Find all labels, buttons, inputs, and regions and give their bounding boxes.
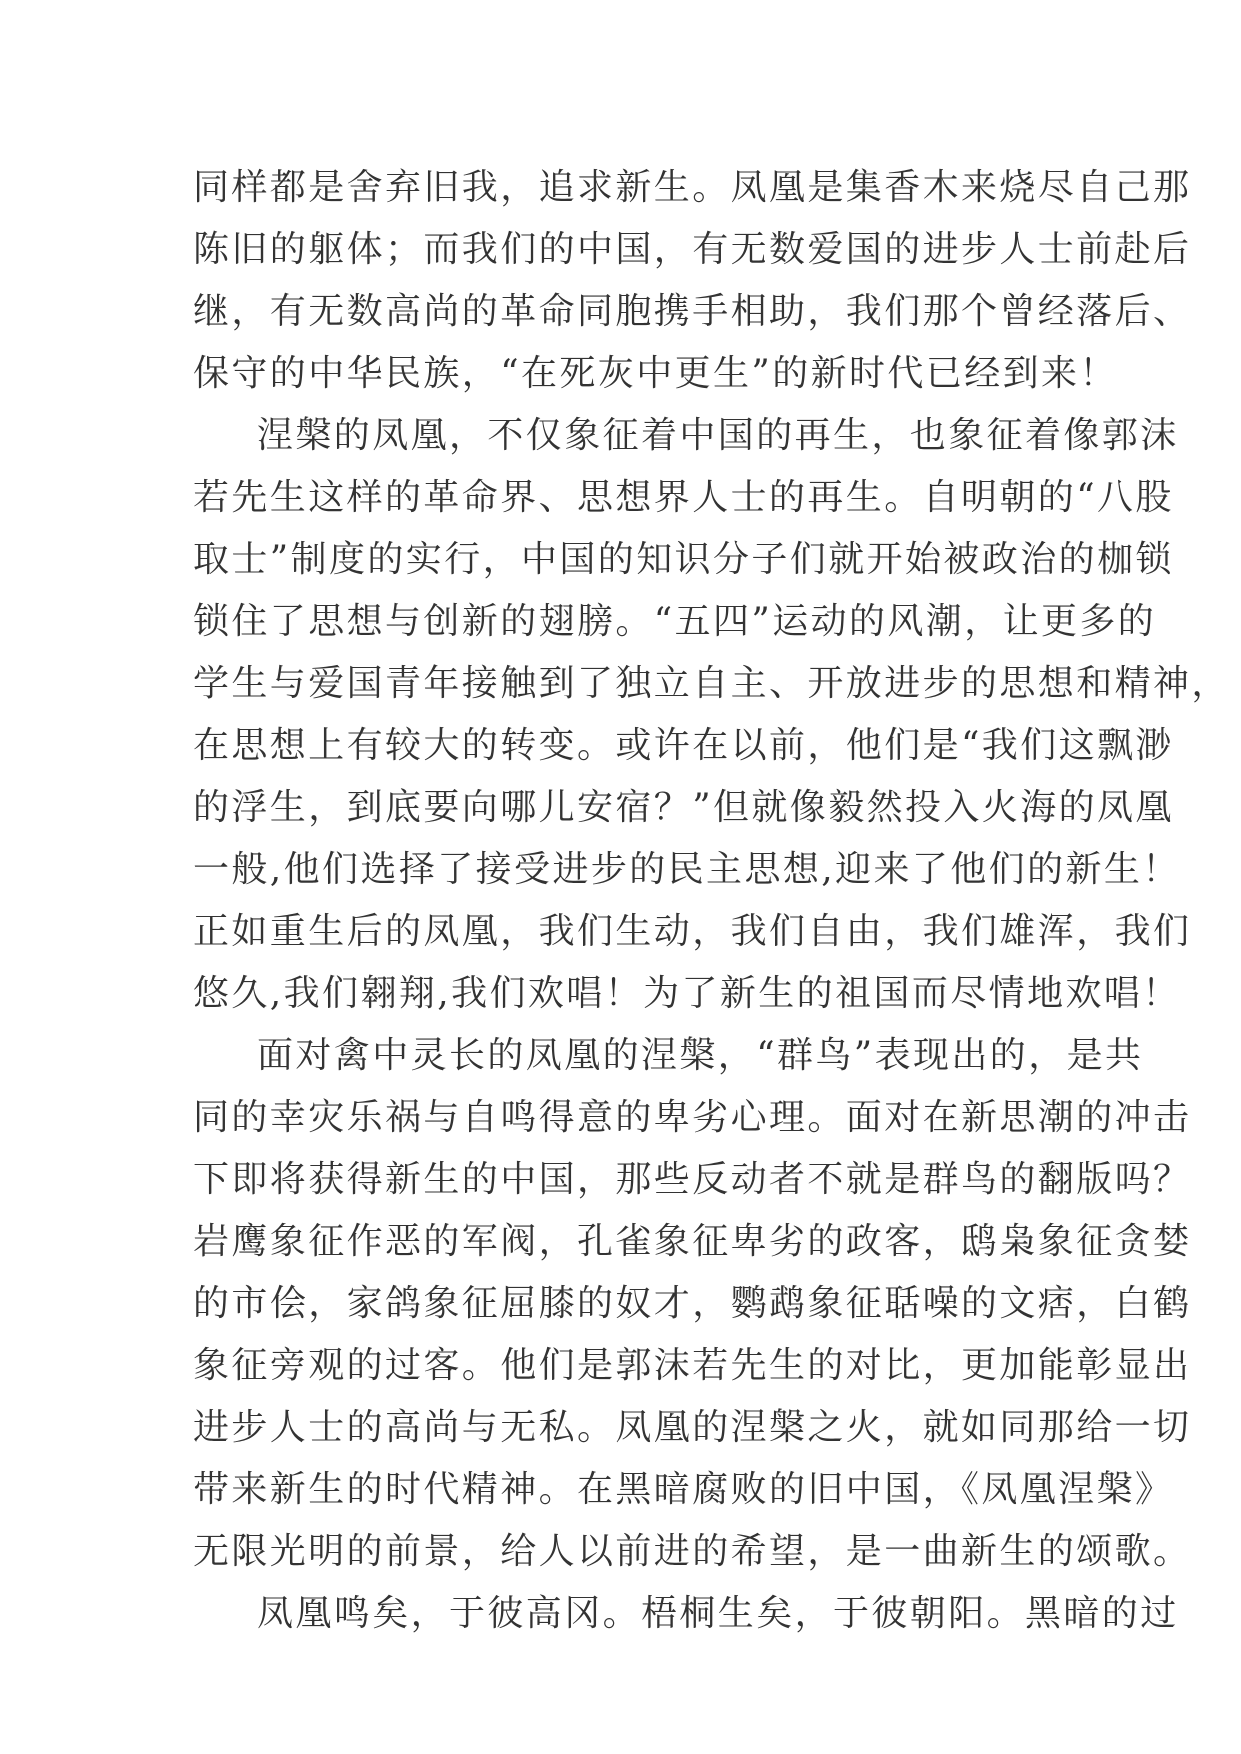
- text-line: 取士”制度的实行，中国的知识分子们就开始被政治的枷锁: [193, 539, 1174, 580]
- text-line: 若先生这样的革命界、思想界人士的再生。自明朝的“八股: [193, 477, 1174, 518]
- paragraph-first-line: 面对禽中灵长的凤凰的涅槃，“群鸟”表现出的，是共: [257, 1035, 1144, 1076]
- text-line: 陈旧的躯体；而我们的中国，有无数爱国的进步人士前赴后: [193, 229, 1192, 270]
- text-line: 锁住了思想与创新的翅膀。“五四”运动的风潮，让更多的: [193, 601, 1157, 642]
- text-line: 进步人士的高尚与无私。凤凰的涅槃之火，就如同那给一切: [193, 1407, 1192, 1448]
- text-line: 下即将获得新生的中国，那些反动者不就是群鸟的翻版吗？: [193, 1159, 1192, 1200]
- text-line: 象征旁观的过客。他们是郭沫若先生的对比，更加能彰显出: [193, 1345, 1192, 1386]
- paragraph-first-line: 涅槃的凤凰，不仅象征着中国的再生，也象征着像郭沫: [257, 415, 1179, 456]
- text-line: 的浮生，到底要向哪儿安宿？”但就像毅然投入火海的凤凰: [193, 787, 1174, 828]
- text-line: 保守的中华民族，“在死灰中更生”的新时代已经到来！: [193, 353, 1118, 394]
- text-line: 在思想上有较大的转变。或许在以前，他们是“我们这飘渺: [193, 725, 1174, 766]
- text-line: 学生与爱国青年接触到了独立自主、开放进步的思想和精神，: [193, 663, 1230, 704]
- text-line: 正如重生后的凤凰，我们生动，我们自由，我们雄浑，我们: [193, 911, 1192, 952]
- text-line: 的市侩，家鸽象征屈膝的奴才，鹦鹉象征聒噪的文痞，白鹤: [193, 1283, 1192, 1324]
- text-line: 无限光明的前景，给人以前进的希望，是一曲新生的颂歌。: [193, 1531, 1192, 1572]
- body-text: [193, 157, 1230, 1645]
- paragraph-first-line: 凤凰鸣矣，于彼高冈。梧桐生矣，于彼朝阳。黑暗的过: [257, 1593, 1179, 1634]
- text-line: 继，有无数高尚的革命同胞携手相助，我们那个曾经落后、: [193, 291, 1192, 332]
- text-line: 同的幸灾乐祸与自鸣得意的卑劣心理。面对在新思潮的冲击: [193, 1097, 1192, 1138]
- text-line: 带来新生的时代精神。在黑暗腐败的旧中国，《凤凰涅槃》: [193, 1469, 1174, 1510]
- text-line: 岩鹰象征作恶的军阀，孔雀象征卑劣的政客，鸱枭象征贪婪: [193, 1221, 1192, 1262]
- text-line: 同样都是舍弃旧我，追求新生。凤凰是集香木来烧尽自己那: [193, 167, 1192, 208]
- text-line: 悠久,我们翱翔,我们欢唱！为了新生的祖国而尽情地欢唱！: [193, 973, 1181, 1014]
- text-line: 一般,他们选择了接受进步的民主思想,迎来了他们的新生！: [193, 849, 1181, 890]
